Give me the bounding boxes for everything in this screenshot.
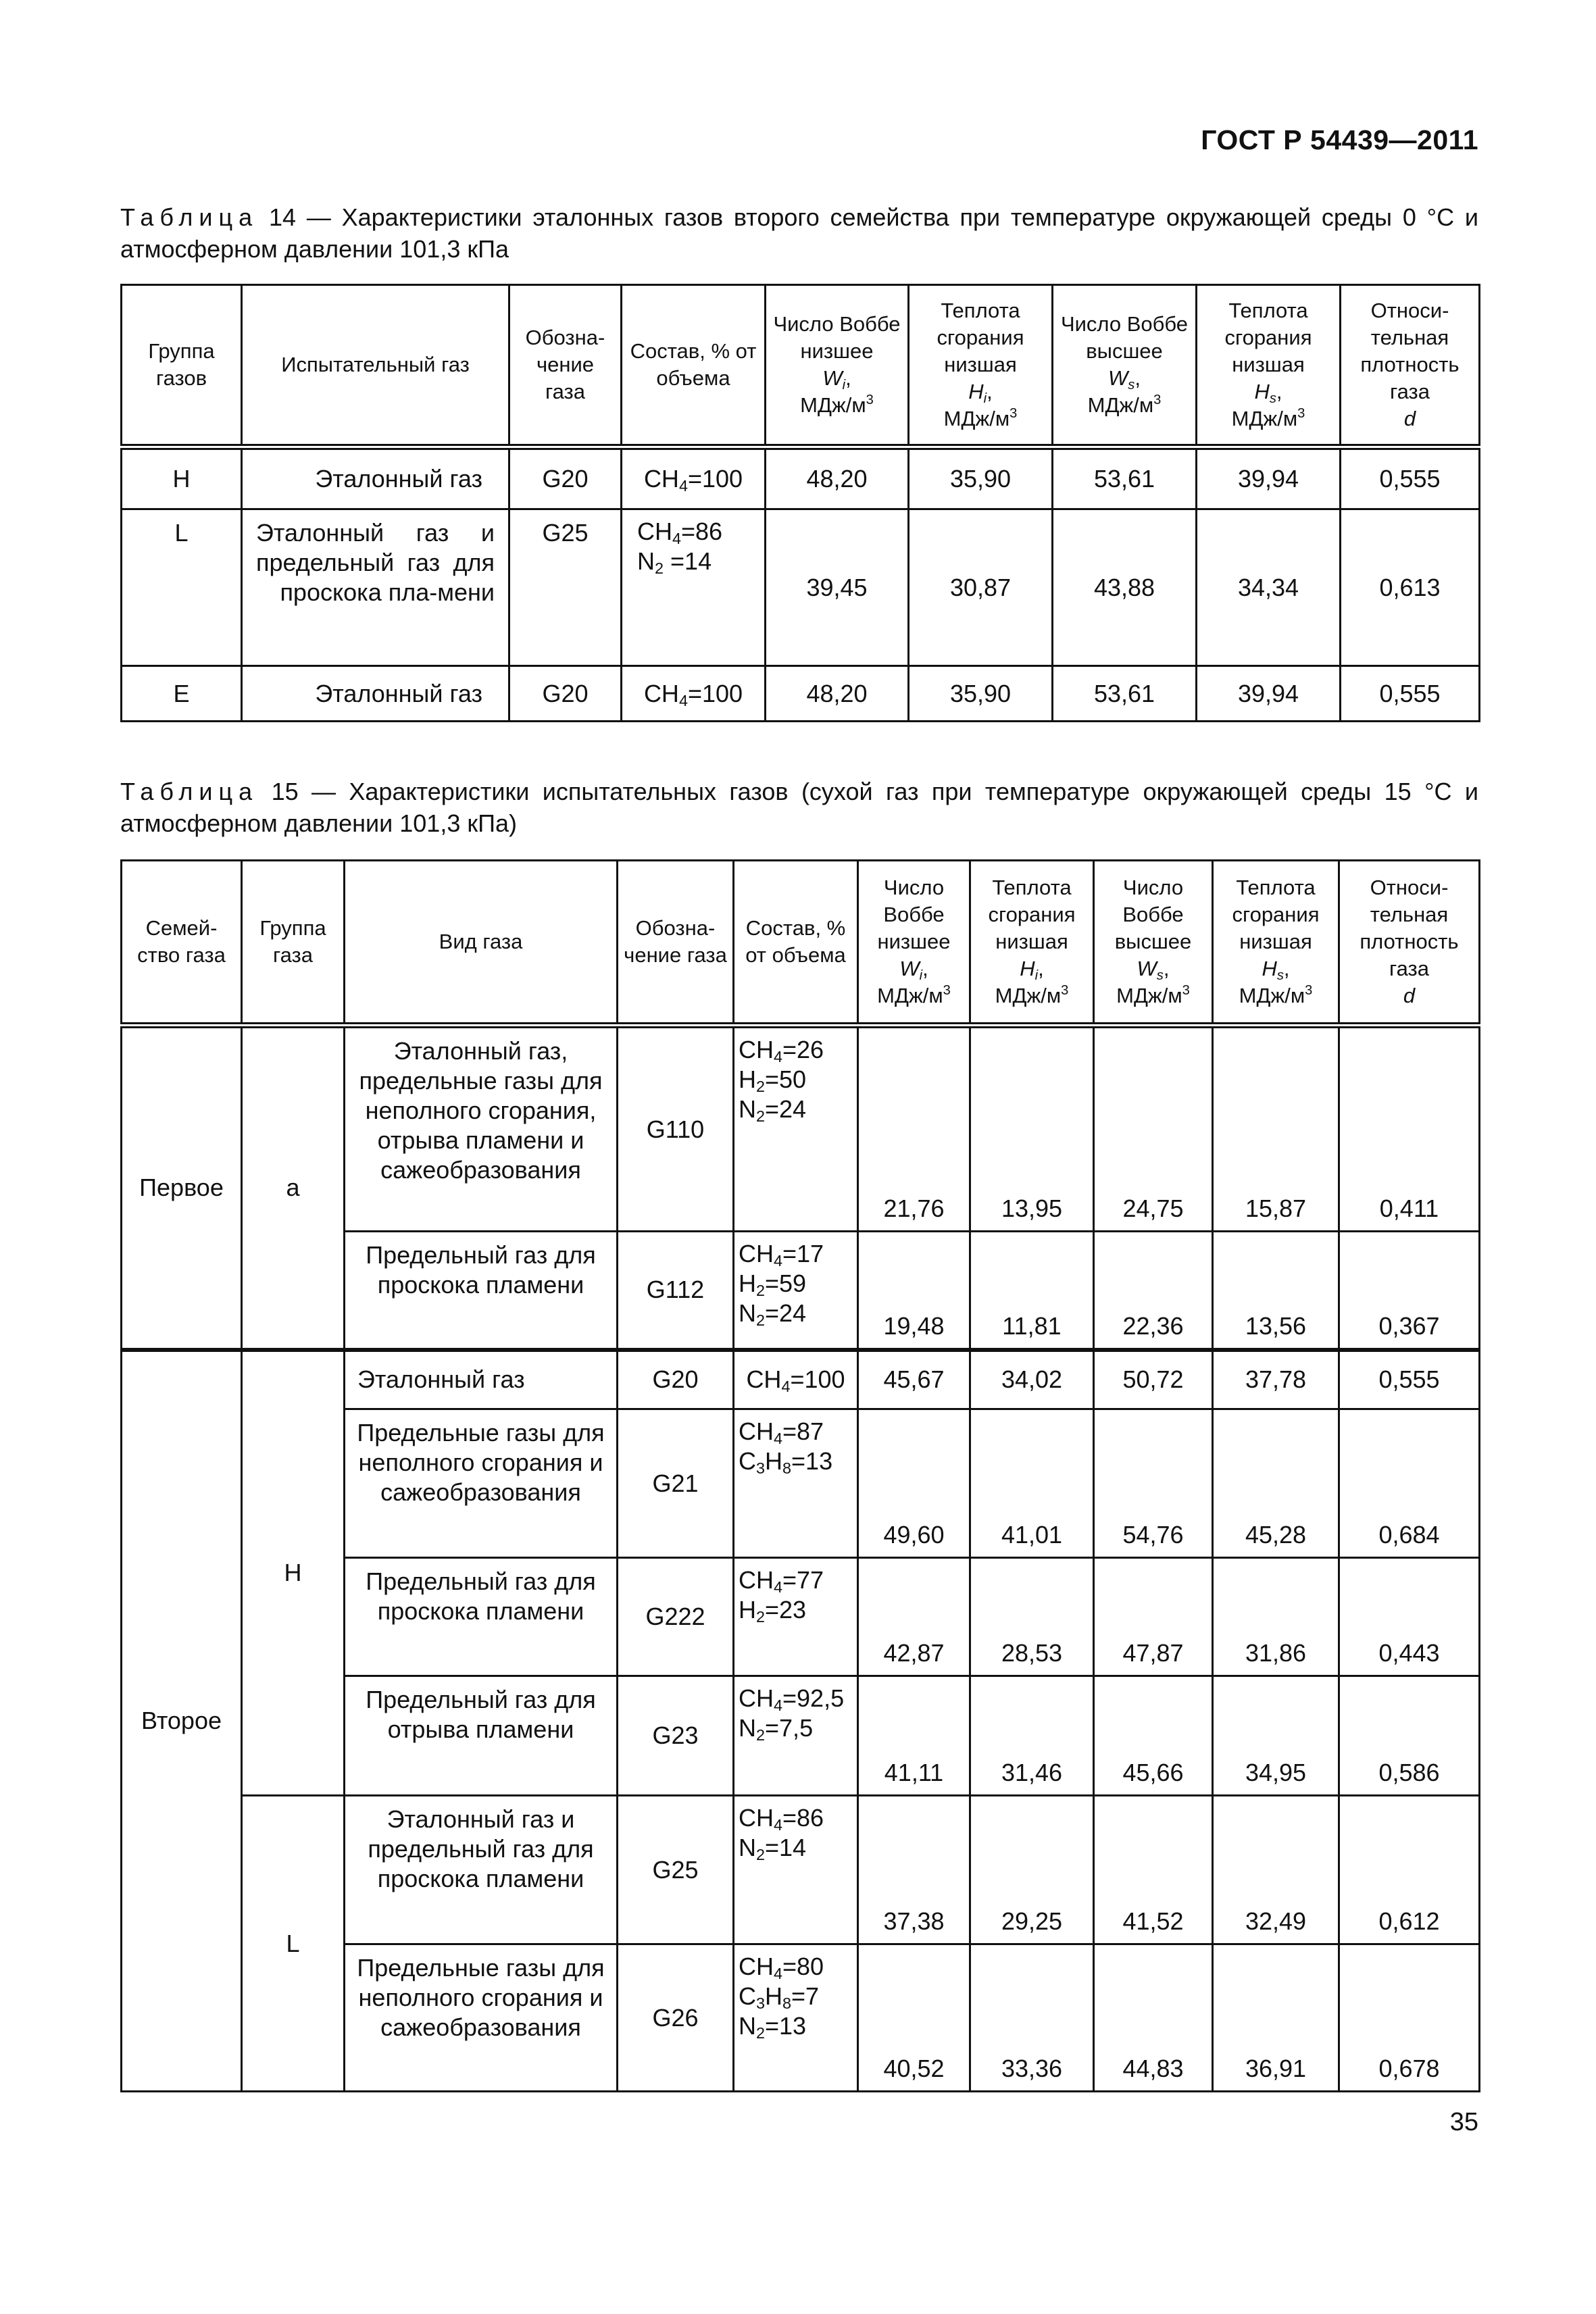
t15-header-designation: Обозна-чение газа bbox=[618, 861, 734, 1026]
t14-header-heat-low-unit: МДж/м bbox=[943, 407, 1010, 430]
t15-ws-cell: 47,87 bbox=[1094, 1558, 1213, 1676]
t14-header-heat-low-unit-exp: 3 bbox=[1009, 406, 1018, 421]
t15-hs-cell: 13,56 bbox=[1213, 1232, 1339, 1350]
page-number: 35 bbox=[1449, 2108, 1478, 2136]
t15-wi-cell: 41,11 bbox=[858, 1676, 970, 1796]
t15-header-gas-type: Вид газа bbox=[345, 861, 618, 1026]
t15-header-wobbe-high-unit: МДж/м bbox=[1116, 984, 1182, 1007]
t15-group-cell: Н bbox=[242, 1350, 345, 1796]
t15-wi-cell: 21,76 bbox=[858, 1026, 970, 1232]
t14-gas-cell: Эталонный газ bbox=[242, 447, 509, 509]
table-14-caption-label: Таблица bbox=[120, 203, 259, 231]
t15-gas-cell: Предельный газ для проскока пламени bbox=[345, 1232, 618, 1350]
t15-composition-cell: $CH_4=86$ $N_2=14$ bbox=[734, 1796, 858, 1944]
t15-header-heat-high-unit-exp: 3 bbox=[1305, 983, 1313, 998]
t15-density-cell: 0,612 bbox=[1339, 1796, 1480, 1944]
t15-header-composition: Состав, % от объема bbox=[734, 861, 858, 1026]
t14-header-wobbe-low-sub: i bbox=[842, 378, 846, 393]
t15-header-wobbe-low-sub: i bbox=[919, 968, 923, 983]
t15-header-wobbe-high-unit-exp: 3 bbox=[1182, 983, 1190, 998]
t15-composition-cell: $CH_4=87$ $C_3H_8=13$ bbox=[734, 1409, 858, 1558]
t14-header-heat-high-label: Теплота сгорания низшая bbox=[1224, 299, 1312, 376]
t14-header-density-label: Относи-тельная плотность газа bbox=[1360, 299, 1460, 403]
t14-header-wobbe-low-label: Число Воббе низшее bbox=[773, 312, 901, 363]
t15-hs-cell: 15,87 bbox=[1213, 1026, 1339, 1232]
t15-header-wobbe-high-sub: s bbox=[1156, 968, 1164, 983]
t15-header-heat-high-unit: МДж/м bbox=[1239, 984, 1305, 1007]
t15-wi-cell: 19,48 bbox=[858, 1232, 970, 1350]
t15-header-wobbe-low-unit: МДж/м bbox=[877, 984, 943, 1007]
t14-composition-cell: $CH_4=100$ bbox=[622, 447, 766, 509]
t15-designation-cell: G20 bbox=[618, 1350, 734, 1409]
t15-family-cell: Второе bbox=[122, 1350, 242, 2092]
t14-gas-cell: Эталонный газ и предельный газ для проскока пла-мени bbox=[242, 509, 509, 666]
t14-wi-cell: 48,20 bbox=[766, 666, 909, 722]
table-15-caption bbox=[120, 776, 1478, 839]
t15-hi-cell: 34,02 bbox=[970, 1350, 1094, 1409]
t15-group-cell: L bbox=[242, 1796, 345, 2092]
t14-header-heat-high-unit: МДж/м bbox=[1231, 407, 1298, 430]
t14-group-cell: H bbox=[122, 447, 242, 509]
t15-header-heat-high: Теплота сгорания низшая $H_s$, МДж/$м^3$ bbox=[1213, 861, 1339, 1026]
t14-composition-cell: $CH_4=86$ $N_2 =14$ bbox=[622, 509, 766, 666]
t15-header-heat-low-sub: i bbox=[1034, 968, 1039, 983]
t14-header-heat-low-sub: i bbox=[983, 391, 987, 406]
t14-designation-cell: G20 bbox=[509, 666, 622, 722]
table-row bbox=[122, 447, 1480, 509]
t15-density-cell: 0,586 bbox=[1339, 1676, 1480, 1796]
t14-header-wobbe-high-label: Число Воббе высшее bbox=[1060, 312, 1189, 363]
document-header: ГОСТ Р 54439—2011 bbox=[1201, 124, 1478, 155]
t14-gas-cell: Эталонный газ bbox=[242, 666, 509, 722]
t15-hi-cell: 11,81 bbox=[970, 1232, 1094, 1350]
t15-header-wobbe-low-unit-exp: 3 bbox=[943, 983, 951, 998]
t15-density-cell: 0,555 bbox=[1339, 1350, 1480, 1409]
table-14-header-row bbox=[122, 285, 1480, 447]
t15-ws-cell: 45,66 bbox=[1094, 1676, 1213, 1796]
table-row bbox=[122, 1026, 1480, 1232]
t15-header-density-label: Относи-тельная плотность газа bbox=[1360, 876, 1459, 980]
t14-header-wobbe-high-sub: s bbox=[1128, 378, 1135, 393]
t15-density-cell: 0,411 bbox=[1339, 1026, 1480, 1232]
t14-header-wobbe-low-unit-exp: 3 bbox=[866, 393, 874, 407]
t15-wi-cell: 45,67 bbox=[858, 1350, 970, 1409]
t14-header-designation: Обозна-чение газа bbox=[509, 285, 622, 447]
t15-hi-cell: 41,01 bbox=[970, 1409, 1094, 1558]
table-15-caption-text: 15 — Характеристики испытательных газов (сухой газ при температуре окружающей среды 15 °С и атмосферном давлении 101,3 кПа) bbox=[120, 778, 1478, 837]
t14-header-heat-high-unit-exp: 3 bbox=[1297, 406, 1305, 421]
t15-hi-cell: 29,25 bbox=[970, 1796, 1094, 1944]
t15-header-heat-high-label: Теплота сгорания низшая bbox=[1232, 876, 1320, 953]
t15-hi-cell: 13,95 bbox=[970, 1026, 1094, 1232]
t15-hs-cell: 45,28 bbox=[1213, 1409, 1339, 1558]
table-row bbox=[122, 1796, 1480, 1944]
t15-density-cell: 0,684 bbox=[1339, 1409, 1480, 1558]
t15-gas-cell: Предельные газы для неполного сгорания и сажеобразования bbox=[345, 1944, 618, 2092]
t15-family-cell: Первое bbox=[122, 1026, 242, 1350]
t15-hs-cell: 31,86 bbox=[1213, 1558, 1339, 1676]
t15-composition-cell: $CH_4=26$ $H_2=50$ $N_2=24$ bbox=[734, 1026, 858, 1232]
t14-wi-cell: 48,20 bbox=[766, 447, 909, 509]
table-15-caption-label: Таблица bbox=[120, 778, 259, 805]
t14-hi-cell: 35,90 bbox=[909, 447, 1053, 509]
t14-density-cell: 0,555 bbox=[1341, 447, 1480, 509]
t15-composition-cell: $CH_4=80$ $C_3H_8=7$ $N_2=13$ bbox=[734, 1944, 858, 2092]
t15-group-cell: а bbox=[242, 1026, 345, 1350]
t14-header-density bbox=[1341, 285, 1480, 447]
t14-wi-cell: 39,45 bbox=[766, 509, 909, 666]
t15-designation-cell: G26 bbox=[618, 1944, 734, 2092]
t15-gas-cell: Предельные газы для неполного сгорания и сажеобразования bbox=[345, 1409, 618, 1558]
t15-header-density-symbol: d bbox=[1403, 984, 1416, 1007]
t15-header-heat-low-unit-exp: 3 bbox=[1061, 983, 1069, 998]
t15-hi-cell: 28,53 bbox=[970, 1558, 1094, 1676]
table-row bbox=[122, 666, 1480, 722]
t14-header-heat-low-label: Теплота сгорания низшая bbox=[937, 299, 1024, 376]
t15-gas-cell: Предельный газ для отрыва пламени bbox=[345, 1676, 618, 1796]
t15-header-wobbe-high-label: Число Воббе высшее bbox=[1114, 876, 1192, 953]
t15-header-heat-low: Теплота сгорания низшая $H_i$, МДж/$м^3$ bbox=[970, 861, 1094, 1026]
t15-density-cell: 0,367 bbox=[1339, 1232, 1480, 1350]
t15-wi-cell: 40,52 bbox=[858, 1944, 970, 2092]
t15-designation-cell: G23 bbox=[618, 1676, 734, 1796]
t15-header-heat-low-symbol: H bbox=[1020, 957, 1035, 980]
table-14-caption bbox=[120, 201, 1478, 265]
t14-designation-cell: G25 bbox=[509, 509, 622, 666]
t14-ws-cell: 53,61 bbox=[1053, 447, 1197, 509]
t15-hs-cell: 32,49 bbox=[1213, 1796, 1339, 1944]
t15-ws-cell: 41,52 bbox=[1094, 1796, 1213, 1944]
t14-hs-cell: 39,94 bbox=[1197, 666, 1341, 722]
t14-header-heat-low-symbol: H bbox=[968, 380, 984, 403]
t14-header-heat-high-sub: s bbox=[1269, 391, 1276, 406]
t15-header-wobbe-high-symbol: W bbox=[1137, 957, 1157, 980]
table-14-caption-text: 14 — Характеристики эталонных газов второго семейства при температуре окружающей среды 0 °С и атмосферном давлении 101,3 кПа bbox=[120, 203, 1478, 263]
table-15-header-row bbox=[122, 861, 1480, 1026]
t15-composition-cell: $CH_4=92,5$ $N_2=7,5$ bbox=[734, 1676, 858, 1796]
t14-header-wobbe-high: Число Воббе высшее $W_s$, МДж/$м^3$ bbox=[1053, 285, 1197, 447]
t15-header-heat-high-sub: s bbox=[1276, 968, 1284, 983]
t14-ws-cell: 53,61 bbox=[1053, 666, 1197, 722]
t15-header-density bbox=[1339, 861, 1480, 1026]
t15-ws-cell: 54,76 bbox=[1094, 1409, 1213, 1558]
t14-ws-cell: 43,88 bbox=[1053, 509, 1197, 666]
t14-group-cell: E bbox=[122, 666, 242, 722]
t15-gas-cell: Эталонный газ bbox=[345, 1350, 618, 1409]
t15-designation-cell: G112 bbox=[618, 1232, 734, 1350]
t14-header-group: Группа газов bbox=[122, 285, 242, 447]
t14-header-heat-high-symbol: H bbox=[1254, 380, 1270, 403]
t14-composition-cell: $CH_4=100$ bbox=[622, 666, 766, 722]
t14-header-wobbe-low: Число Воббе низшее $W_i$, МДж/$м^3$ bbox=[766, 285, 909, 447]
t15-header-heat-high-symbol: H bbox=[1262, 957, 1277, 980]
table-15 bbox=[120, 859, 1480, 2092]
t15-wi-cell: 42,87 bbox=[858, 1558, 970, 1676]
t14-header-heat-high: Теплота сгорания низшая $H_s$, МДж/$м^3$ bbox=[1197, 285, 1341, 447]
t14-group-cell: L bbox=[122, 509, 242, 666]
t15-hi-cell: 31,46 bbox=[970, 1676, 1094, 1796]
t15-designation-cell: G110 bbox=[618, 1026, 734, 1232]
table-row bbox=[122, 1350, 1480, 1409]
t15-ws-cell: 50,72 bbox=[1094, 1350, 1213, 1409]
t14-hi-cell: 30,87 bbox=[909, 509, 1053, 666]
t14-hi-cell: 35,90 bbox=[909, 666, 1053, 722]
t15-density-cell: 0,678 bbox=[1339, 1944, 1480, 2092]
t15-hs-cell: 36,91 bbox=[1213, 1944, 1339, 2092]
t15-designation-cell: G21 bbox=[618, 1409, 734, 1558]
table-14 bbox=[120, 284, 1480, 722]
t15-ws-cell: 24,75 bbox=[1094, 1026, 1213, 1232]
t14-header-test-gas: Испытательный газ bbox=[242, 285, 509, 447]
t15-composition-cell: $CH_4=77$ $H_2=23$ bbox=[734, 1558, 858, 1676]
t14-header-wobbe-high-unit-exp: 3 bbox=[1153, 393, 1162, 407]
t15-header-wobbe-low-label: Число Воббе низшее bbox=[877, 876, 951, 953]
t14-density-cell: 0,555 bbox=[1341, 666, 1480, 722]
t15-wi-cell: 37,38 bbox=[858, 1796, 970, 1944]
t14-header-composition: Состав, % от объема bbox=[622, 285, 766, 447]
t14-header-wobbe-low-unit: МДж/м bbox=[800, 393, 866, 417]
t15-composition-cell: $CH_4=17$ $H_2=59$ $N_2=24$ bbox=[734, 1232, 858, 1350]
t14-header-density-symbol: d bbox=[1403, 407, 1416, 430]
t15-header-wobbe-low: Число Воббе низшее $W_i$, МДж/$м^3$ bbox=[858, 861, 970, 1026]
t15-gas-cell: Предельный газ для проскока пламени bbox=[345, 1558, 618, 1676]
t14-header-heat-low: Теплота сгорания низшая $H_i$, МДж/$м^3$ bbox=[909, 285, 1053, 447]
t15-composition-cell: $CH_4=100$ bbox=[734, 1350, 858, 1409]
t15-ws-cell: 22,36 bbox=[1094, 1232, 1213, 1350]
t15-header-heat-low-unit: МДж/м bbox=[995, 984, 1062, 1007]
t15-density-cell: 0,443 bbox=[1339, 1558, 1480, 1676]
t15-header-family: Семей-ство газа bbox=[122, 861, 242, 1026]
t15-gas-cell: Эталонный газ, предельные газы для неполного сгорания, отрыва пламени и сажеобразования bbox=[345, 1026, 618, 1232]
t14-designation-cell: G20 bbox=[509, 447, 622, 509]
t15-header-wobbe-high: Число Воббе высшее $W_s$, МДж/$м^3$ bbox=[1094, 861, 1213, 1026]
t15-hs-cell: 34,95 bbox=[1213, 1676, 1339, 1796]
t15-wi-cell: 49,60 bbox=[858, 1409, 970, 1558]
t14-header-wobbe-high-unit: МДж/м bbox=[1087, 393, 1154, 417]
t15-hs-cell: 37,78 bbox=[1213, 1350, 1339, 1409]
t15-designation-cell: G25 bbox=[618, 1796, 734, 1944]
table-row bbox=[122, 509, 1480, 666]
t15-header-wobbe-low-symbol: W bbox=[899, 957, 920, 980]
t15-header-group: Группа газа bbox=[242, 861, 345, 1026]
t15-header-heat-low-label: Теплота сгорания низшая bbox=[988, 876, 1076, 953]
t15-designation-cell: G222 bbox=[618, 1558, 734, 1676]
t15-ws-cell: 44,83 bbox=[1094, 1944, 1213, 2092]
t15-hi-cell: 33,36 bbox=[970, 1944, 1094, 2092]
t14-header-wobbe-low-symbol: W bbox=[822, 366, 843, 390]
t14-density-cell: 0,613 bbox=[1341, 509, 1480, 666]
t14-header-wobbe-high-symbol: W bbox=[1108, 366, 1128, 390]
t14-hs-cell: 39,94 bbox=[1197, 447, 1341, 509]
t14-hs-cell: 34,34 bbox=[1197, 509, 1341, 666]
t15-gas-cell: Эталонный газ и предельный газ для проскока пламени bbox=[345, 1796, 618, 1944]
